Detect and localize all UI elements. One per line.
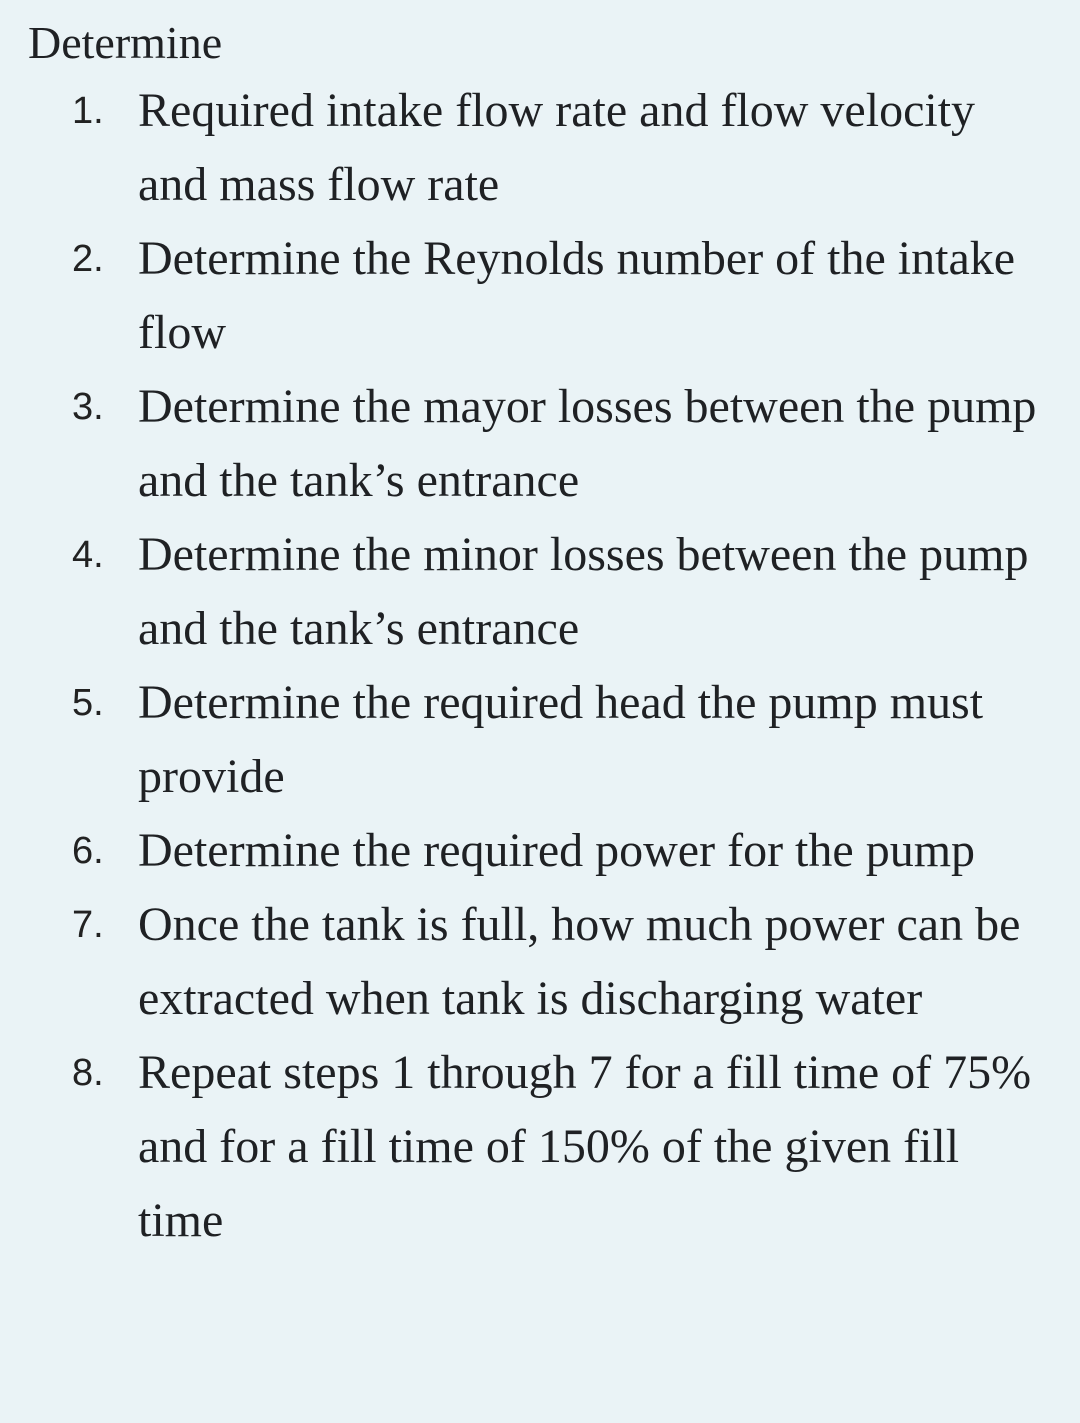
list-item <box>28 888 1060 1036</box>
item-number: 8. <box>72 1052 104 1094</box>
list-item <box>28 814 1060 888</box>
list-item <box>28 222 1060 370</box>
item-text: Determine the minor losses between the pump and the tank’s entrance <box>138 528 1029 655</box>
heading: Determine <box>28 17 223 68</box>
item-number: 1. <box>72 90 104 132</box>
list-item <box>28 1036 1060 1258</box>
item-number: 6. <box>72 830 104 872</box>
list-item <box>28 666 1060 814</box>
item-text: Determine the mayor losses between the pump and the tank’s entrance <box>138 380 1037 507</box>
item-number: 3. <box>72 386 104 428</box>
item-text: Determine the Reynolds number of the intake flow <box>138 232 1016 359</box>
item-number: 2. <box>72 238 104 280</box>
item-text: Required intake flow rate and flow velocity and mass flow rate <box>138 84 976 211</box>
list-item <box>28 370 1060 518</box>
item-number: 7. <box>72 904 104 946</box>
item-text: Repeat steps 1 through 7 for a fill time of 75% and for a fill time of 150% of the given fill time <box>138 1046 1032 1247</box>
item-text: Determine the required head the pump must provide <box>138 676 984 803</box>
item-text: Once the tank is full, how much power can be extracted when tank is discharging water <box>138 898 1021 1025</box>
item-number: 4. <box>72 534 104 576</box>
list-item <box>28 518 1060 666</box>
item-number: 5. <box>72 682 104 724</box>
item-text: Determine the required power for the pump <box>138 824 976 877</box>
steps-list <box>28 74 1060 1258</box>
list-item <box>28 74 1060 222</box>
